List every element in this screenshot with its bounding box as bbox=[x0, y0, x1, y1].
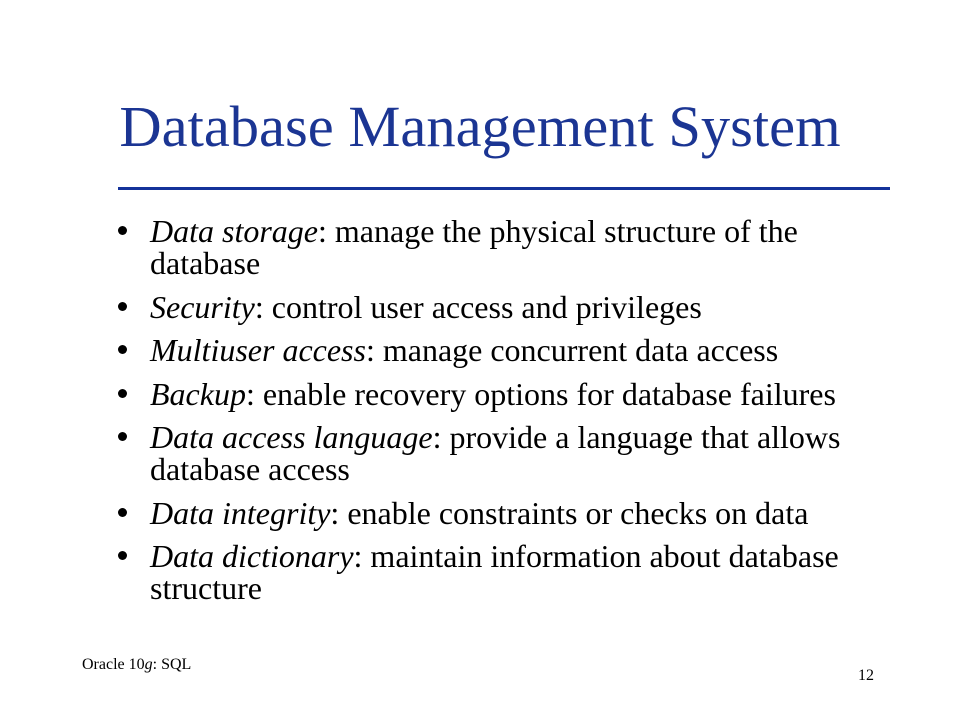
page-number: 12 bbox=[858, 667, 874, 684]
bullet-text: : manage the physical structure of the database bbox=[150, 213, 798, 281]
bullet-term: Multiuser access bbox=[150, 332, 366, 368]
bullet-icon bbox=[118, 432, 127, 441]
bullet-text: : provide a language that allows database access bbox=[150, 419, 841, 487]
bullet-item-data-storage bbox=[150, 215, 875, 279]
bullet-list bbox=[150, 215, 875, 616]
slide-title: Database Management System bbox=[119, 94, 841, 159]
footer-course-suffix: : SQL bbox=[152, 656, 192, 673]
bullet-text: : maintain information about database structure bbox=[150, 538, 839, 606]
footer-course-title bbox=[82, 657, 191, 673]
bullet-item-data-dictionary bbox=[150, 540, 875, 604]
bullet-icon bbox=[118, 345, 127, 354]
bullet-text: : enable constraints or checks on data bbox=[330, 494, 809, 531]
bullet-item-data-access-language bbox=[150, 421, 875, 485]
bullet-item-multiuser-access bbox=[150, 334, 875, 366]
bullet-text: : enable recovery options for database failures bbox=[245, 375, 836, 412]
bullet-text: : control user access and privileges bbox=[254, 288, 702, 325]
bullet-item-data-integrity bbox=[150, 494, 875, 531]
bullet-item-backup bbox=[150, 375, 875, 412]
bullet-icon bbox=[118, 226, 127, 235]
bullet-term: Data access language bbox=[150, 419, 433, 455]
bullet-term: Backup bbox=[150, 375, 246, 412]
bullet-text: : manage concurrent data access bbox=[365, 332, 779, 368]
bullet-term: Data integrity bbox=[150, 494, 331, 531]
bullet-item-security bbox=[150, 288, 875, 325]
title-divider bbox=[118, 187, 890, 190]
bullet-term: Security bbox=[150, 288, 255, 325]
footer-course-italic: g bbox=[144, 656, 153, 673]
footer-course-prefix: Oracle 10 bbox=[82, 656, 145, 673]
bullet-icon bbox=[118, 302, 127, 311]
bullet-icon bbox=[118, 389, 127, 398]
bullet-icon bbox=[118, 551, 127, 560]
bullet-term: Data dictionary bbox=[150, 538, 354, 574]
bullet-term: Data storage bbox=[150, 213, 318, 249]
bullet-icon bbox=[118, 508, 127, 517]
